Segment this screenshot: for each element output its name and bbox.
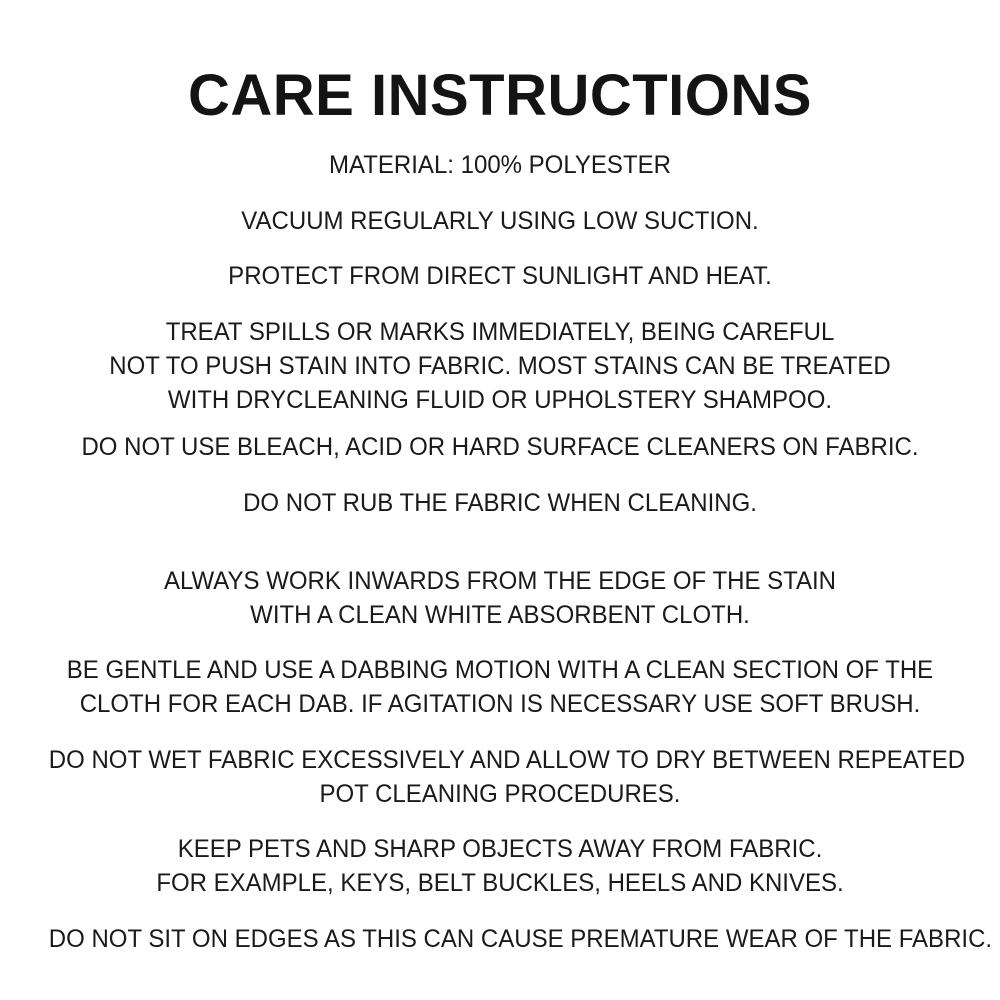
instruction-block-vacuum — [30, 205, 970, 239]
page-title: CARE INSTRUCTIONS — [188, 63, 812, 128]
instruction-line: MATERIAL: 100% POLYESTER — [329, 150, 671, 179]
instruction-line: NOT TO PUSH STAIN INTO FABRIC. MOST STAINS CAN BE TREATED — [109, 351, 891, 380]
instruction-block-work-inwards — [30, 565, 970, 633]
instruction-block-edges — [30, 923, 993, 957]
instruction-line: DO NOT SIT ON EDGES AS THIS CAN CAUSE PREMATURE WEAR OF THE FABRIC. — [48, 924, 993, 953]
instruction-line: DO NOT RUB THE FABRIC WHEN CLEANING. — [243, 489, 757, 518]
instruction-line: DO NOT USE BLEACH, ACID OR HARD SURFACE CLEANERS ON FABRIC. — [81, 433, 919, 462]
instruction-block-no-bleach — [30, 431, 970, 465]
instruction-block-pets — [30, 833, 970, 901]
instruction-line: CLOTH FOR EACH DAB. IF AGITATION IS NECESSARY USE SOFT BRUSH. — [79, 690, 921, 719]
instruction-line: TREAT SPILLS OR MARKS IMMEDIATELY, BEING CAREFUL — [165, 318, 835, 347]
instruction-line: WITH DRYCLEANING FLUID OR UPHOLSTERY SHAMPOO. — [167, 385, 833, 414]
instruction-line: WITH A CLEAN WHITE ABSORBENT CLOTH. — [250, 600, 750, 629]
instruction-block-do-not-wet — [30, 744, 970, 812]
instruction-line: ALWAYS WORK INWARDS FROM THE EDGE OF THE STAIN — [163, 566, 837, 595]
instruction-block-material — [30, 149, 970, 183]
instruction-block-dabbing — [30, 654, 970, 722]
instruction-block-spills — [30, 316, 970, 417]
instruction-line: KEEP PETS AND SHARP OBJECTS AWAY FROM FABRIC. — [177, 835, 823, 864]
instruction-line: VACUUM REGULARLY USING LOW SUCTION. — [241, 206, 759, 235]
instruction-block-no-rub — [30, 487, 970, 521]
instruction-block-protect — [30, 260, 970, 294]
instruction-line: PROTECT FROM DIRECT SUNLIGHT AND HEAT. — [228, 262, 772, 291]
instruction-line: BE GENTLE AND USE A DABBING MOTION WITH A CLEAN SECTION OF THE — [66, 656, 934, 685]
instruction-line: DO NOT WET FABRIC EXCESSIVELY AND ALLOW TO DRY BETWEEN REPEATED — [48, 745, 966, 774]
instruction-line: FOR EXAMPLE, KEYS, BELT BUCKLES, HEELS AND KNIVES. — [156, 869, 844, 898]
instruction-line: POT CLEANING PROCEDURES. — [319, 779, 681, 808]
